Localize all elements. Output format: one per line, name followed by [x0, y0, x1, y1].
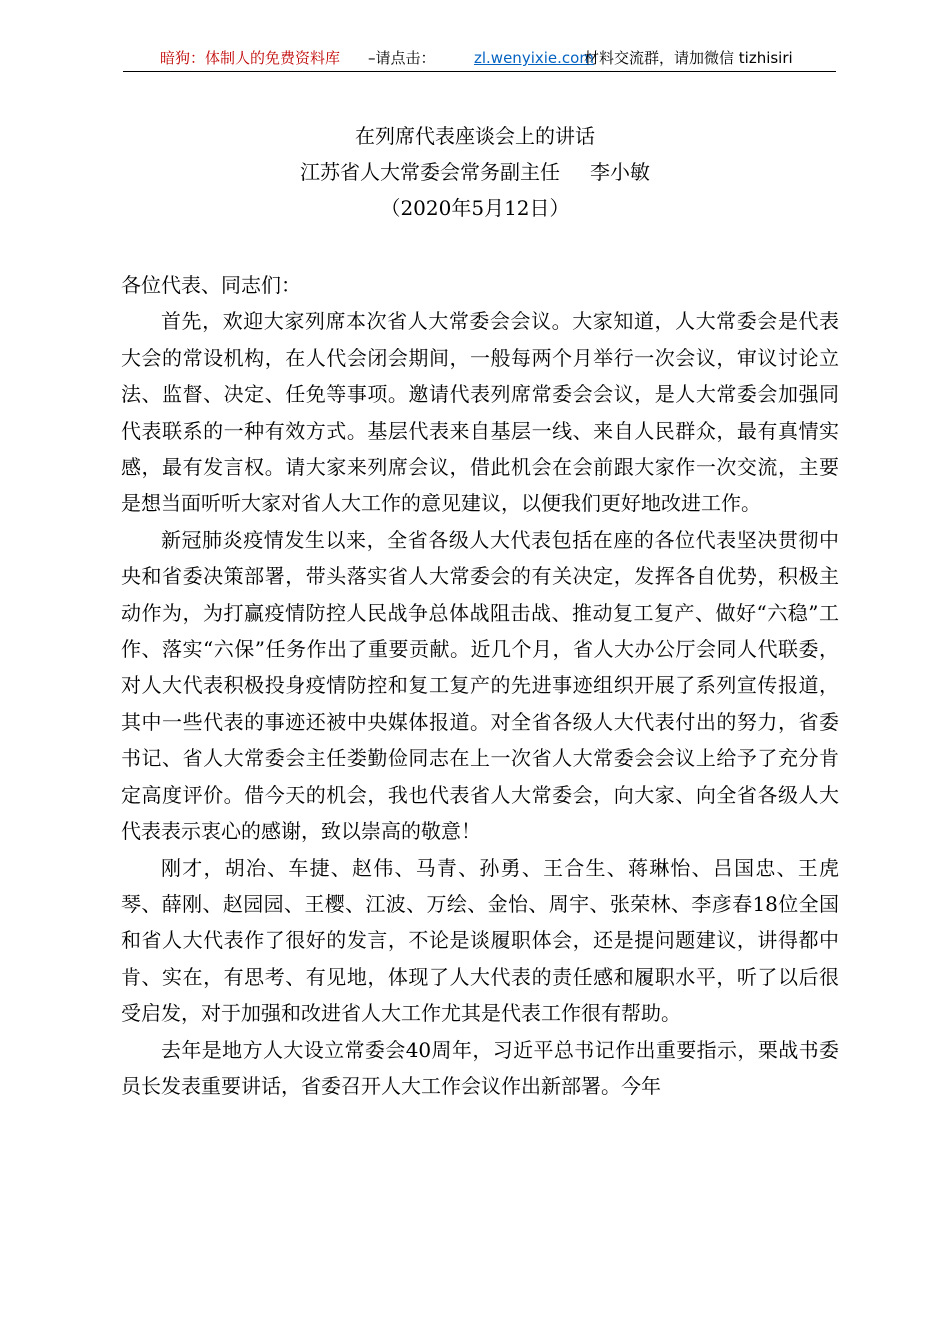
header-brand: 暗狗：体制人的免费资料库 — [160, 49, 341, 67]
page-header — [0, 46, 950, 70]
header-divider — [123, 71, 836, 72]
paragraph-speakers: 刚才，胡冶、车捷、赵伟、马青、孙勇、王合生、蒋琳怡、吕国忠、王虎琴、薛刚、赵园园、王樱、江波、万绘、金怡、周宇、张荣林、李彦春18位全国和省人大代表作了很好的发言，不论是谈履职体会，还是提问题建议，讲得都中肯、实在，有思考、有见地，体现了人大代表的责任感和履职水平，听了以后很受启发，对于加强和改进省人大工作尤其是代表工作很有帮助。 — [121, 855, 839, 1026]
speech-title: 在列席代表座谈会上的讲话 — [355, 124, 595, 148]
header-prompt: –请点击： — [368, 49, 436, 67]
speaker-line — [0, 154, 950, 190]
paragraph-anniversary: 去年是地方人大设立常委会40周年，习近平总书记作出重要指示，栗战书委员长发表重要讲话，省委召开人大工作会议作出新部署。今年 — [121, 1037, 839, 1098]
speaker-org: 江苏省人大常委会常务副主任 — [300, 160, 560, 184]
salutation: 各位代表、同志们： — [121, 273, 301, 297]
speaker-name: 李小敏 — [590, 160, 650, 184]
speech-date: （2020年5月12日） — [380, 196, 570, 220]
speech-body — [121, 267, 839, 1104]
paragraph-welcome: 首先，欢迎大家列席本次省人大常委会会议。大家知道，人大常委会是代表大会的常设机构，在人代会闭会期间，一般每两个月举行一次会议，审议讨论立法、监督、决定、任免等事项。邀请代表列席常委会会议，是人大常委会加强同代表联系的一种有效方式。基层代表来自基层一线、来自人民群众，最有真情实感，最有发言权。请大家来列席会议，借此机会在会前跟大家作一次交流，主要是想当面听听大家对省人大工作的意见建议，以便我们更好地改进工作。 — [121, 309, 839, 516]
header-group-note: 材料交流群，请加微信 tizhisiri — [584, 49, 793, 67]
paragraph-epidemic: 新冠肺炎疫情发生以来，全省各级人大代表包括在座的各位代表坚决贯彻中央和省委决策部署，带头落实省人大常委会的有关决定，发挥各自优势，积极主动作为，为打赢疫情防控人民战争总体战阻击战、推动复工复产、做好“六稳”工作、落实“六保”任务作出了重要贡献。近几个月，省人大办公厅会同人代联委，对人大代表积极投身疫情防控和复工复产的先进事迹组织开展了系列宣传报道，其中一些代表的事迹还被中央媒体报道。对全省各级人大代表付出的努力，省委书记、省人大常委会主任娄勤俭同志在上一次省人大常委会会议上给予了充分肯定高度评价。借今天的机会，我也代表省人大常委会，向大家、向全省各级人大代表表示衷心的感谢，致以崇高的敬意！ — [121, 527, 839, 844]
speech-title-block — [0, 118, 950, 226]
header-link[interactable]: zl.wenyixie.com — [474, 49, 594, 67]
